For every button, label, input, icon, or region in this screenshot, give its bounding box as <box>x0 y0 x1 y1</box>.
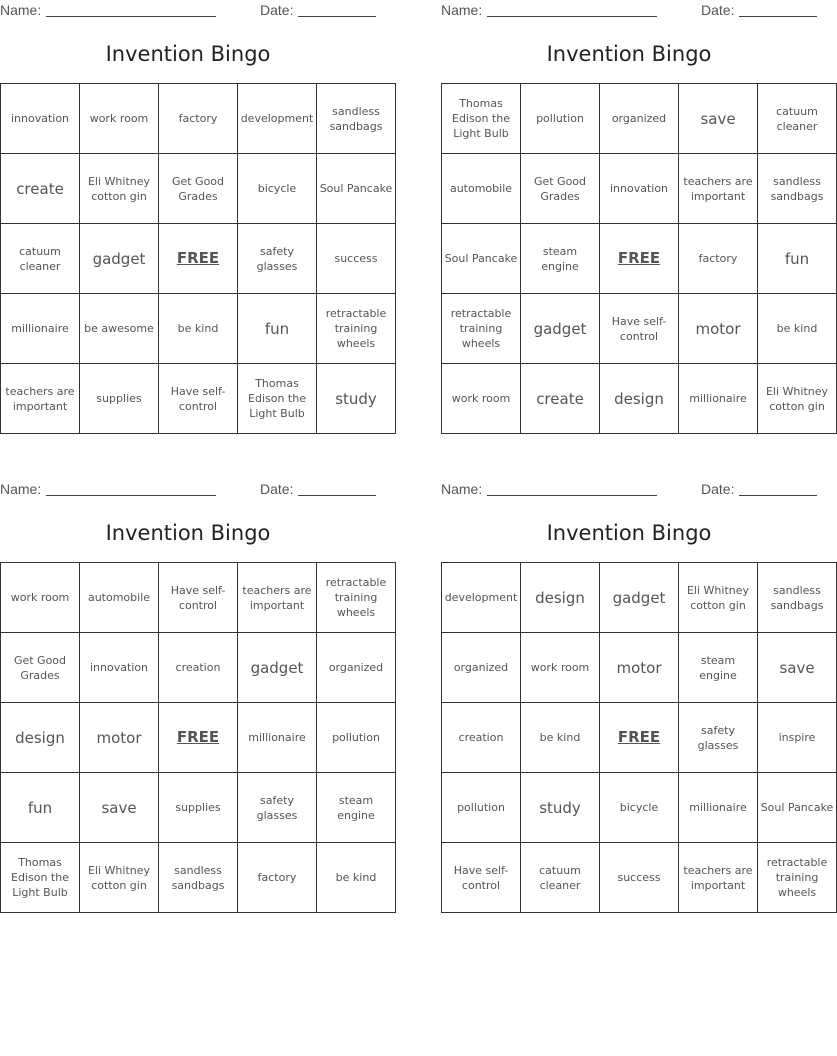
date-label: Date: <box>260 2 294 18</box>
bingo-cell: teachers are important <box>679 843 758 913</box>
bingo-row <box>1 563 396 633</box>
bingo-cell: save <box>758 633 837 703</box>
bingo-cell: success <box>317 224 396 294</box>
card-title: Invention Bingo <box>105 42 271 66</box>
date-label: Date: <box>701 481 735 497</box>
bingo-cell: organized <box>317 633 396 703</box>
bingo-cell: gadget <box>80 224 159 294</box>
bingo-cell: Thomas Edison the Light Bulb <box>1 843 80 913</box>
bingo-row <box>442 294 837 364</box>
bingo-cell: save <box>80 773 159 843</box>
bingo-cell: sandless sandbags <box>317 84 396 154</box>
bingo-cell: Have self-control <box>442 843 521 913</box>
name-label: Name: <box>441 2 483 18</box>
bingo-cell: supplies <box>159 773 238 843</box>
name-date-header <box>441 479 817 501</box>
bingo-cell: work room <box>80 84 159 154</box>
bingo-cell: be kind <box>159 294 238 364</box>
bingo-cell: be awesome <box>80 294 159 364</box>
bingo-cell: safety glasses <box>238 224 317 294</box>
date-label: Date: <box>701 2 735 18</box>
bingo-cell: sandless sandbags <box>159 843 238 913</box>
bingo-cell: millionaire <box>679 364 758 434</box>
name-date-header <box>0 0 376 22</box>
bingo-cell: development <box>442 563 521 633</box>
bingo-row <box>1 154 396 224</box>
bingo-cell: bicycle <box>600 773 679 843</box>
bingo-cell: motor <box>679 294 758 364</box>
bingo-cell: catuum cleaner <box>521 843 600 913</box>
bingo-row <box>442 703 837 773</box>
bingo-cell: create <box>521 364 600 434</box>
bingo-row <box>442 843 837 913</box>
bingo-row <box>442 364 837 434</box>
bingo-cell: pollution <box>442 773 521 843</box>
bingo-cell: be kind <box>317 843 396 913</box>
free-space: FREE <box>159 703 238 773</box>
bingo-cell: Thomas Edison the Light Bulb <box>238 364 317 434</box>
date-blank-line <box>298 16 376 17</box>
bingo-row <box>1 843 396 913</box>
bingo-cell: Soul Pancake <box>758 773 837 843</box>
bingo-cell: success <box>600 843 679 913</box>
bingo-card-4 <box>441 479 834 919</box>
bingo-cell: gadget <box>600 563 679 633</box>
bingo-cell: creation <box>442 703 521 773</box>
bingo-cell: Have self-control <box>159 563 238 633</box>
bingo-cell: Eli Whitney cotton gin <box>679 563 758 633</box>
bingo-cell: study <box>521 773 600 843</box>
name-blank-line <box>46 495 216 496</box>
bingo-row <box>1 703 396 773</box>
bingo-cell: motor <box>600 633 679 703</box>
bingo-cell: Have self-control <box>600 294 679 364</box>
bingo-row <box>442 84 837 154</box>
bingo-cell: work room <box>521 633 600 703</box>
bingo-cell: steam engine <box>679 633 758 703</box>
bingo-cell: Soul Pancake <box>317 154 396 224</box>
bingo-cell: gadget <box>238 633 317 703</box>
bingo-cell: automobile <box>442 154 521 224</box>
bingo-grid <box>0 562 396 913</box>
bingo-cell: innovation <box>80 633 159 703</box>
bingo-cell: organized <box>600 84 679 154</box>
name-date-header <box>0 479 376 501</box>
bingo-grid <box>441 83 837 434</box>
bingo-cell: factory <box>679 224 758 294</box>
bingo-cell: Get Good Grades <box>521 154 600 224</box>
bingo-cell: retractable training wheels <box>317 294 396 364</box>
bingo-row <box>442 563 837 633</box>
name-blank-line <box>487 16 657 17</box>
name-blank-line <box>487 495 657 496</box>
card-title: Invention Bingo <box>105 521 271 545</box>
bingo-cell: innovation <box>1 84 80 154</box>
bingo-cell: be kind <box>758 294 837 364</box>
bingo-cell: work room <box>1 563 80 633</box>
bingo-cell: work room <box>442 364 521 434</box>
bingo-cell: design <box>1 703 80 773</box>
bingo-cell: save <box>679 84 758 154</box>
bingo-cell: factory <box>238 843 317 913</box>
free-space: FREE <box>159 224 238 294</box>
date-blank-line <box>298 495 376 496</box>
bingo-cell: fun <box>758 224 837 294</box>
bingo-cell: Eli Whitney cotton gin <box>80 154 159 224</box>
bingo-cell: Eli Whitney cotton gin <box>758 364 837 434</box>
bingo-cell: supplies <box>80 364 159 434</box>
bingo-cell: be kind <box>521 703 600 773</box>
bingo-cell: millionaire <box>238 703 317 773</box>
bingo-cell: gadget <box>521 294 600 364</box>
bingo-cell: organized <box>442 633 521 703</box>
bingo-cell: Have self-control <box>159 364 238 434</box>
bingo-cell: retractable training wheels <box>758 843 837 913</box>
bingo-cell: pollution <box>521 84 600 154</box>
bingo-cell: sandless sandbags <box>758 563 837 633</box>
name-label: Name: <box>0 2 42 18</box>
bingo-cell: Soul Pancake <box>442 224 521 294</box>
bingo-cell: millionaire <box>679 773 758 843</box>
bingo-cell: catuum cleaner <box>1 224 80 294</box>
bingo-row <box>1 773 396 843</box>
bingo-card-1 <box>0 0 393 440</box>
bingo-cell: automobile <box>80 563 159 633</box>
bingo-card-3 <box>0 479 387 919</box>
bingo-cell: design <box>521 563 600 633</box>
bingo-row <box>442 224 837 294</box>
bingo-cell: teachers are important <box>679 154 758 224</box>
bingo-row <box>1 294 396 364</box>
bingo-row <box>1 364 396 434</box>
free-space: FREE <box>600 703 679 773</box>
bingo-cell: motor <box>80 703 159 773</box>
bingo-cell: bicycle <box>238 154 317 224</box>
bingo-row <box>1 84 396 154</box>
free-space: FREE <box>600 224 679 294</box>
bingo-cell: Get Good Grades <box>159 154 238 224</box>
date-blank-line <box>739 16 817 17</box>
bingo-cell: safety glasses <box>679 703 758 773</box>
bingo-cell: factory <box>159 84 238 154</box>
bingo-grid <box>441 562 837 913</box>
bingo-cell: teachers are important <box>238 563 317 633</box>
bingo-cell: Eli Whitney cotton gin <box>80 843 159 913</box>
bingo-cell: pollution <box>317 703 396 773</box>
bingo-cell: catuum cleaner <box>758 84 837 154</box>
name-date-header <box>441 0 817 22</box>
bingo-row <box>442 154 837 224</box>
bingo-cell: innovation <box>600 154 679 224</box>
date-blank-line <box>739 495 817 496</box>
date-label: Date: <box>260 481 294 497</box>
bingo-cell: study <box>317 364 396 434</box>
bingo-cell: sandless sandbags <box>758 154 837 224</box>
bingo-cell: retractable training wheels <box>442 294 521 364</box>
bingo-cell: inspire <box>758 703 837 773</box>
bingo-cell: create <box>1 154 80 224</box>
name-blank-line <box>46 16 216 17</box>
bingo-cell: millionaire <box>1 294 80 364</box>
bingo-grid <box>0 83 396 434</box>
bingo-cell: fun <box>1 773 80 843</box>
bingo-row <box>442 633 837 703</box>
bingo-cell: design <box>600 364 679 434</box>
card-title: Invention Bingo <box>546 42 712 66</box>
bingo-cell: fun <box>238 294 317 364</box>
bingo-cell: Thomas Edison the Light Bulb <box>442 84 521 154</box>
bingo-cell: safety glasses <box>238 773 317 843</box>
bingo-cell: Get Good Grades <box>1 633 80 703</box>
bingo-cell: creation <box>159 633 238 703</box>
bingo-cell: steam engine <box>317 773 396 843</box>
name-label: Name: <box>441 481 483 497</box>
card-title: Invention Bingo <box>546 521 712 545</box>
name-label: Name: <box>0 481 42 497</box>
bingo-card-2 <box>441 0 829 440</box>
bingo-cell: steam engine <box>521 224 600 294</box>
bingo-row <box>1 224 396 294</box>
bingo-cell: retractable training wheels <box>317 563 396 633</box>
bingo-cell: development <box>238 84 317 154</box>
bingo-row <box>442 773 837 843</box>
bingo-cell: teachers are important <box>1 364 80 434</box>
bingo-row <box>1 633 396 703</box>
